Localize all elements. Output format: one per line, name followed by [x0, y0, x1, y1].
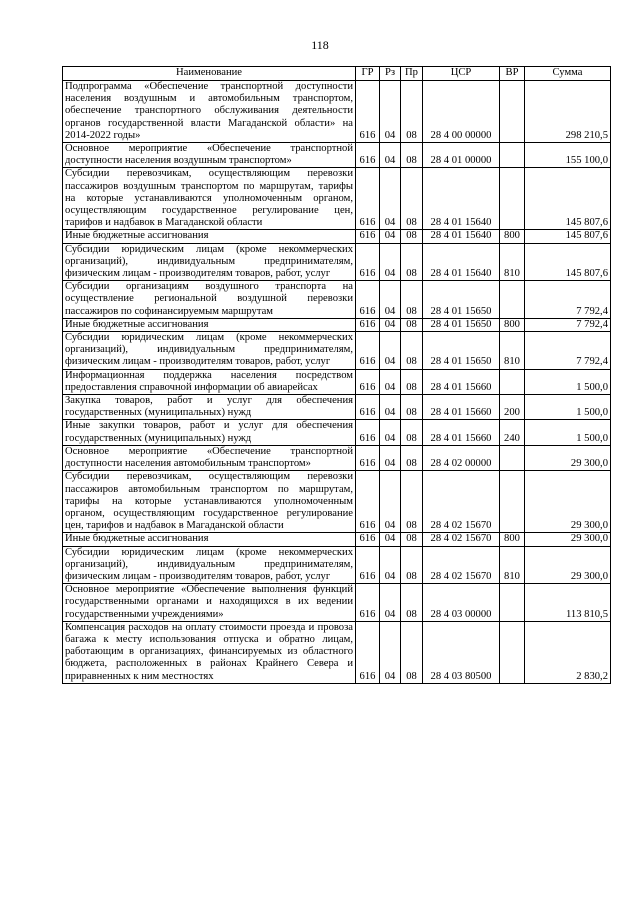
cell-pr: 08 — [401, 445, 423, 470]
table-row — [63, 81, 611, 143]
cell-vr: 800 — [500, 230, 525, 243]
cell-name: Субсидии перевозчикам, осуществляющим перевозки пассажиров автомобильным транспортом по маршрутам, тарифы на которые устанавливаются уполномоченным органом, осуществляющим государственное регулирование цен, тарифов и надбавок в Магаданской области — [63, 471, 356, 533]
budget-table — [62, 66, 611, 684]
cell-rz: 04 — [380, 281, 401, 319]
cell-csr: 28 4 01 15640 — [423, 230, 500, 243]
table-row — [63, 243, 611, 281]
cell-name: Иные бюджетные ассигнования — [63, 230, 356, 243]
cell-rz: 04 — [380, 243, 401, 281]
cell-vr — [500, 281, 525, 319]
cell-pr: 08 — [401, 584, 423, 622]
cell-vr — [500, 369, 525, 394]
cell-gr: 616 — [356, 81, 380, 143]
cell-csr: 28 4 02 00000 — [423, 445, 500, 470]
cell-pr: 08 — [401, 420, 423, 445]
cell-vr: 800 — [500, 318, 525, 331]
table-row — [63, 281, 611, 319]
table-row — [63, 471, 611, 533]
cell-sum: 298 210,5 — [525, 81, 611, 143]
cell-pr: 08 — [401, 332, 423, 370]
cell-csr: 28 4 01 15660 — [423, 395, 500, 420]
cell-gr: 616 — [356, 445, 380, 470]
cell-name: Иные закупки товаров, работ и услуг для обеспечения государственных (муниципальных) нужд — [63, 420, 356, 445]
cell-name: Информационная поддержка населения посредством предоставления справочной информации об авиарейсах — [63, 369, 356, 394]
cell-rz: 04 — [380, 621, 401, 683]
page-number: 118 — [311, 38, 329, 52]
cell-gr: 616 — [356, 621, 380, 683]
cell-name: Закупка товаров, работ и услуг для обеспечения государственных (муниципальных) нужд — [63, 395, 356, 420]
cell-pr: 08 — [401, 621, 423, 683]
cell-name: Подпрограмма «Обеспечение транспортной доступности населения воздушным и автомобильным транспортом, обеспечение транспортного обслуживания деятельности органов государственной власти Магаданской области» на 2014-2022 годы» — [63, 81, 356, 143]
cell-gr: 616 — [356, 546, 380, 584]
cell-pr: 08 — [401, 143, 423, 168]
cell-pr: 08 — [401, 546, 423, 584]
cell-csr: 28 4 01 15650 — [423, 332, 500, 370]
cell-name: Субсидии юридическим лицам (кроме некоммерческих организаций), индивидуальным предпринимателям, физическим лицам - производителям товаров, работ, услуг — [63, 332, 356, 370]
cell-rz: 04 — [380, 546, 401, 584]
cell-sum: 29 300,0 — [525, 533, 611, 546]
cell-vr: 800 — [500, 533, 525, 546]
table-row — [63, 143, 611, 168]
cell-sum: 113 810,5 — [525, 584, 611, 622]
cell-name: Основное мероприятие «Обеспечение выполнения функций государственными органами и находящихся в их ведении государственными учреждениями» — [63, 584, 356, 622]
cell-name: Субсидии юридическим лицам (кроме некоммерческих организаций), индивидуальным предпринимателям, физическим лицам - производителям товаров, работ, услуг — [63, 243, 356, 281]
cell-sum: 7 792,4 — [525, 318, 611, 331]
cell-rz: 04 — [380, 445, 401, 470]
cell-pr: 08 — [401, 81, 423, 143]
cell-rz: 04 — [380, 420, 401, 445]
cell-gr: 616 — [356, 230, 380, 243]
cell-csr: 28 4 01 15650 — [423, 281, 500, 319]
cell-csr: 28 4 01 15660 — [423, 420, 500, 445]
cell-rz: 04 — [380, 168, 401, 230]
header-vr: ВР — [500, 67, 525, 81]
cell-name: Субсидии организациям воздушного транспорта на осуществление региональной воздушной перевозки пассажиров по софинансируемым маршрутам — [63, 281, 356, 319]
cell-pr: 08 — [401, 281, 423, 319]
cell-sum: 145 807,6 — [525, 243, 611, 281]
cell-pr: 08 — [401, 395, 423, 420]
cell-sum: 1 500,0 — [525, 420, 611, 445]
cell-vr — [500, 143, 525, 168]
cell-gr: 616 — [356, 471, 380, 533]
table-row — [63, 584, 611, 622]
cell-rz: 04 — [380, 81, 401, 143]
cell-rz: 04 — [380, 471, 401, 533]
cell-sum: 145 807,6 — [525, 168, 611, 230]
cell-sum: 29 300,0 — [525, 445, 611, 470]
cell-gr: 616 — [356, 281, 380, 319]
table-row — [63, 420, 611, 445]
table-row — [63, 621, 611, 683]
cell-pr: 08 — [401, 243, 423, 281]
cell-name: Компенсация расходов на оплату стоимости проезда и провоза багажа к месту использования отпуска и обратно лицам, работающим в организациях, финансируемых из областного бюджета, расположенных в районах Крайнего Севера и приравненных к ним местностях — [63, 621, 356, 683]
header-pr: Пр — [401, 67, 423, 81]
cell-pr: 08 — [401, 318, 423, 331]
cell-pr: 08 — [401, 168, 423, 230]
cell-gr: 616 — [356, 143, 380, 168]
cell-sum: 155 100,0 — [525, 143, 611, 168]
table-row — [63, 445, 611, 470]
cell-rz: 04 — [380, 332, 401, 370]
cell-gr: 616 — [356, 395, 380, 420]
cell-name: Субсидии юридическим лицам (кроме некоммерческих организаций), индивидуальным предпринимателям, физическим лицам - производителям товаров, работ, услуг — [63, 546, 356, 584]
cell-pr: 08 — [401, 369, 423, 394]
cell-rz: 04 — [380, 230, 401, 243]
cell-gr: 616 — [356, 369, 380, 394]
cell-gr: 616 — [356, 243, 380, 281]
cell-vr — [500, 471, 525, 533]
cell-vr: 200 — [500, 395, 525, 420]
cell-rz: 04 — [380, 143, 401, 168]
cell-pr: 08 — [401, 471, 423, 533]
cell-vr: 810 — [500, 243, 525, 281]
cell-vr — [500, 445, 525, 470]
cell-name: Иные бюджетные ассигнования — [63, 318, 356, 331]
cell-vr: 240 — [500, 420, 525, 445]
table-row — [63, 318, 611, 331]
cell-sum: 2 830,2 — [525, 621, 611, 683]
cell-pr: 08 — [401, 230, 423, 243]
cell-sum: 7 792,4 — [525, 332, 611, 370]
cell-rz: 04 — [380, 395, 401, 420]
table-row — [63, 395, 611, 420]
header-csr: ЦСР — [423, 67, 500, 81]
cell-vr: 810 — [500, 546, 525, 584]
cell-rz: 04 — [380, 584, 401, 622]
header-rz: Рз — [380, 67, 401, 81]
cell-csr: 28 4 01 00000 — [423, 143, 500, 168]
cell-rz: 04 — [380, 533, 401, 546]
cell-vr — [500, 621, 525, 683]
cell-sum: 145 807,6 — [525, 230, 611, 243]
cell-rz: 04 — [380, 369, 401, 394]
cell-sum: 1 500,0 — [525, 395, 611, 420]
header-sum: Сумма — [525, 67, 611, 81]
header-gr: ГР — [356, 67, 380, 81]
cell-rz: 04 — [380, 318, 401, 331]
cell-name: Основное мероприятие «Обеспечение транспортной доступности населения автомобильным транспортом» — [63, 445, 356, 470]
cell-csr: 28 4 03 00000 — [423, 584, 500, 622]
cell-gr: 616 — [356, 533, 380, 546]
cell-name: Субсидии перевозчикам, осуществляющим перевозки пассажиров воздушным транспортом по маршрутам, тарифы на которые устанавливаются уполномоченным органом, осуществляющим государственное регулирование цен, тарифов и надбавок в Магаданской области — [63, 168, 356, 230]
header-name: Наименование — [63, 67, 356, 81]
cell-gr: 616 — [356, 332, 380, 370]
cell-sum: 29 300,0 — [525, 546, 611, 584]
cell-sum: 1 500,0 — [525, 369, 611, 394]
cell-gr: 616 — [356, 584, 380, 622]
table-body — [63, 81, 611, 684]
cell-csr: 28 4 01 15650 — [423, 318, 500, 331]
table-row — [63, 332, 611, 370]
table-row — [63, 230, 611, 243]
cell-vr: 810 — [500, 332, 525, 370]
cell-csr: 28 4 01 15640 — [423, 168, 500, 230]
cell-name: Основное мероприятие «Обеспечение транспортной доступности населения воздушным транспортом» — [63, 143, 356, 168]
cell-csr: 28 4 01 15660 — [423, 369, 500, 394]
cell-csr: 28 4 01 15640 — [423, 243, 500, 281]
cell-csr: 28 4 02 15670 — [423, 471, 500, 533]
cell-gr: 616 — [356, 168, 380, 230]
cell-vr — [500, 584, 525, 622]
table-row — [63, 168, 611, 230]
cell-gr: 616 — [356, 420, 380, 445]
cell-csr: 28 4 03 80500 — [423, 621, 500, 683]
table-row — [63, 533, 611, 546]
cell-csr: 28 4 00 00000 — [423, 81, 500, 143]
cell-name: Иные бюджетные ассигнования — [63, 533, 356, 546]
table-row — [63, 369, 611, 394]
cell-csr: 28 4 02 15670 — [423, 533, 500, 546]
table-header-row — [63, 67, 611, 81]
cell-gr: 616 — [356, 318, 380, 331]
table-row — [63, 546, 611, 584]
cell-vr — [500, 168, 525, 230]
cell-pr: 08 — [401, 533, 423, 546]
cell-sum: 29 300,0 — [525, 471, 611, 533]
cell-csr: 28 4 02 15670 — [423, 546, 500, 584]
cell-sum: 7 792,4 — [525, 281, 611, 319]
cell-vr — [500, 81, 525, 143]
